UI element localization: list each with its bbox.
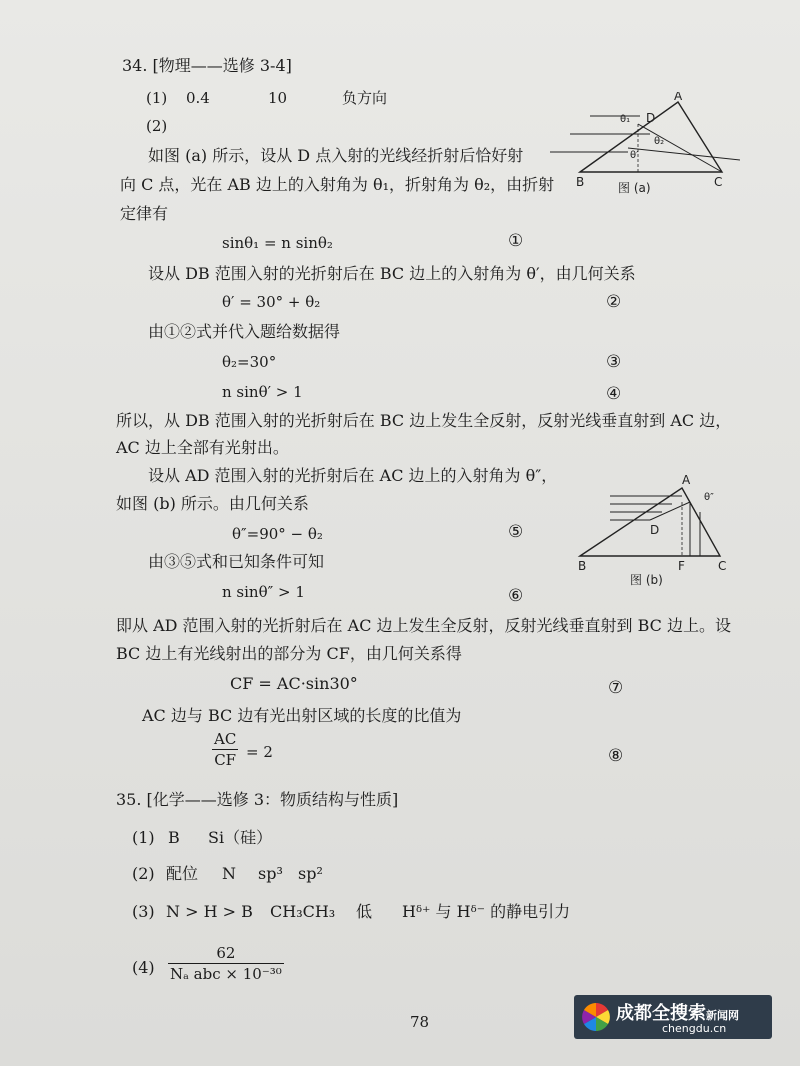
q35-a3-d: Hᵟ⁺ 与 Hᵟ⁻ 的静电引力 bbox=[402, 902, 571, 921]
watermark-sub: 新闻网 bbox=[706, 1009, 739, 1022]
q35-a2-a: 配位 bbox=[166, 864, 199, 883]
q34-text-line: AC 边与 BC 边有光出射区域的长度的比值为 bbox=[142, 706, 462, 725]
label-b: B bbox=[576, 175, 585, 189]
fraction-denominator: Nₐ abc × 10⁻³⁰ bbox=[170, 965, 282, 983]
q34-equation-6: n sinθ″ > 1 bbox=[222, 583, 305, 601]
q35-a2-label: (2) bbox=[132, 864, 155, 883]
equation-number: ⑧ bbox=[608, 746, 624, 766]
q34-equation-8-rhs: = 2 bbox=[246, 743, 273, 761]
equation-number: ⑥ bbox=[508, 586, 524, 606]
equation-number: ③ bbox=[606, 352, 622, 372]
figure-b-caption: 图 (b) bbox=[630, 573, 663, 587]
label-theta2: θ₂ bbox=[654, 136, 665, 147]
q34-equation-7: CF = AC·sin30° bbox=[230, 674, 358, 693]
q34-header: 34. [物理——选修 3-4] bbox=[122, 56, 292, 75]
label-d: D bbox=[650, 523, 660, 537]
figure-a-diagram bbox=[550, 92, 740, 202]
label-theta-double-prime: θ″ bbox=[704, 492, 714, 503]
q35-a3-c: 低 bbox=[356, 902, 373, 921]
q35-a2-b: N bbox=[222, 864, 236, 883]
q34-part1-answer-b: 10 bbox=[268, 89, 288, 107]
q35-a2-d: sp² bbox=[298, 864, 323, 883]
label-f: F bbox=[678, 559, 685, 573]
q35-a1-si: Si（硅） bbox=[208, 828, 273, 847]
label-theta-prime: θ′ bbox=[630, 150, 639, 161]
watermark-name: 成都全搜索新闻网 bbox=[616, 1003, 739, 1024]
label-c: C bbox=[714, 175, 723, 189]
label-d: D bbox=[646, 111, 656, 125]
fraction-numerator: AC bbox=[214, 730, 237, 748]
q35-a2-c: sp³ bbox=[258, 864, 283, 883]
q35-header: 35. [化学——选修 3：物质结构与性质] bbox=[116, 790, 399, 809]
q35-a3-b: CH₃CH₃ bbox=[270, 902, 336, 921]
q34-part1-answer-a: 0.4 bbox=[186, 89, 210, 107]
q35-a1-b: B bbox=[168, 828, 180, 847]
q34-text-line: 向 C 点，光在 AB 边上的入射角为 θ₁，折射角为 θ₂，由折射 bbox=[120, 175, 555, 194]
q35-a3-label: (3) bbox=[132, 902, 155, 921]
figure-a-caption: 图 (a) bbox=[618, 181, 651, 195]
q35-a4-fraction bbox=[168, 944, 284, 983]
q35-a4-label: (4) bbox=[132, 958, 155, 977]
label-c: C bbox=[718, 559, 727, 573]
q34-text-line: 设从 DB 范围入射的光折射后在 BC 边上的入射角为 θ′，由几何关系 bbox=[148, 264, 636, 283]
q34-text-line: 设从 AD 范围入射的光折射后在 AC 边上的入射角为 θ″， bbox=[148, 466, 558, 485]
watermark-url: chengdu.cn bbox=[662, 1022, 727, 1035]
fraction-denominator: CF bbox=[214, 751, 237, 769]
q34-text-line: 所以，从 DB 范围入射的光折射后在 BC 边上发生全反射，反射光线垂直射到 AC 边， bbox=[116, 411, 732, 430]
q34-text-line: 如图 (a) 所示，设从 D 点入射的光线经折射后恰好射 bbox=[148, 146, 524, 165]
equation-number: ⑦ bbox=[608, 678, 624, 698]
q34-text-line: AC 边上全部有光射出。 bbox=[116, 438, 289, 457]
page-number: 78 bbox=[410, 1013, 430, 1031]
label-theta1: θ₁ bbox=[620, 114, 631, 125]
fraction-numerator: 62 bbox=[216, 944, 236, 962]
label-b: B bbox=[578, 559, 587, 573]
q35-a1-label: (1) bbox=[132, 828, 155, 847]
label-a: A bbox=[674, 92, 683, 103]
q34-text-line: 定律有 bbox=[120, 204, 169, 223]
equation-number: ① bbox=[508, 231, 524, 251]
label-a: A bbox=[682, 473, 691, 487]
q34-equation-3: θ₂=30° bbox=[222, 353, 277, 371]
q35-a3-a: N > H > B bbox=[166, 902, 253, 921]
pinwheel-icon bbox=[580, 1001, 612, 1033]
q34-part1-answer-c: 负方向 bbox=[342, 89, 388, 107]
q34-equation-2: θ′ = 30° + θ₂ bbox=[222, 293, 321, 311]
q34-equation-1: sinθ₁ = n sinθ₂ bbox=[222, 234, 333, 252]
watermark-logo bbox=[574, 995, 772, 1039]
q34-equation-8-fraction bbox=[212, 730, 238, 769]
q34-part1-label: (1) bbox=[146, 89, 168, 107]
q34-text-line: 如图 (b) 所示。由几何关系 bbox=[116, 494, 309, 513]
equation-number: ⑤ bbox=[508, 522, 524, 542]
q34-text-line: BC 边上有光线射出的部分为 CF，由几何关系得 bbox=[116, 644, 462, 663]
equation-number: ② bbox=[606, 292, 622, 312]
q34-text-line: 即从 AD 范围入射的光折射后在 AC 边上发生全反射，反射光线垂直射到 BC 边上。设 bbox=[116, 616, 731, 635]
q34-equation-5: θ″=90° − θ₂ bbox=[232, 525, 323, 543]
q34-text-line: 由③⑤式和已知条件可知 bbox=[148, 552, 325, 571]
q34-text-line: 由①②式并代入题给数据得 bbox=[148, 322, 341, 341]
figure-b-diagram bbox=[570, 472, 750, 592]
q34-part2-label: (2) bbox=[146, 117, 168, 135]
q34-equation-4: n sinθ′ > 1 bbox=[222, 383, 303, 401]
equation-number: ④ bbox=[606, 384, 622, 404]
